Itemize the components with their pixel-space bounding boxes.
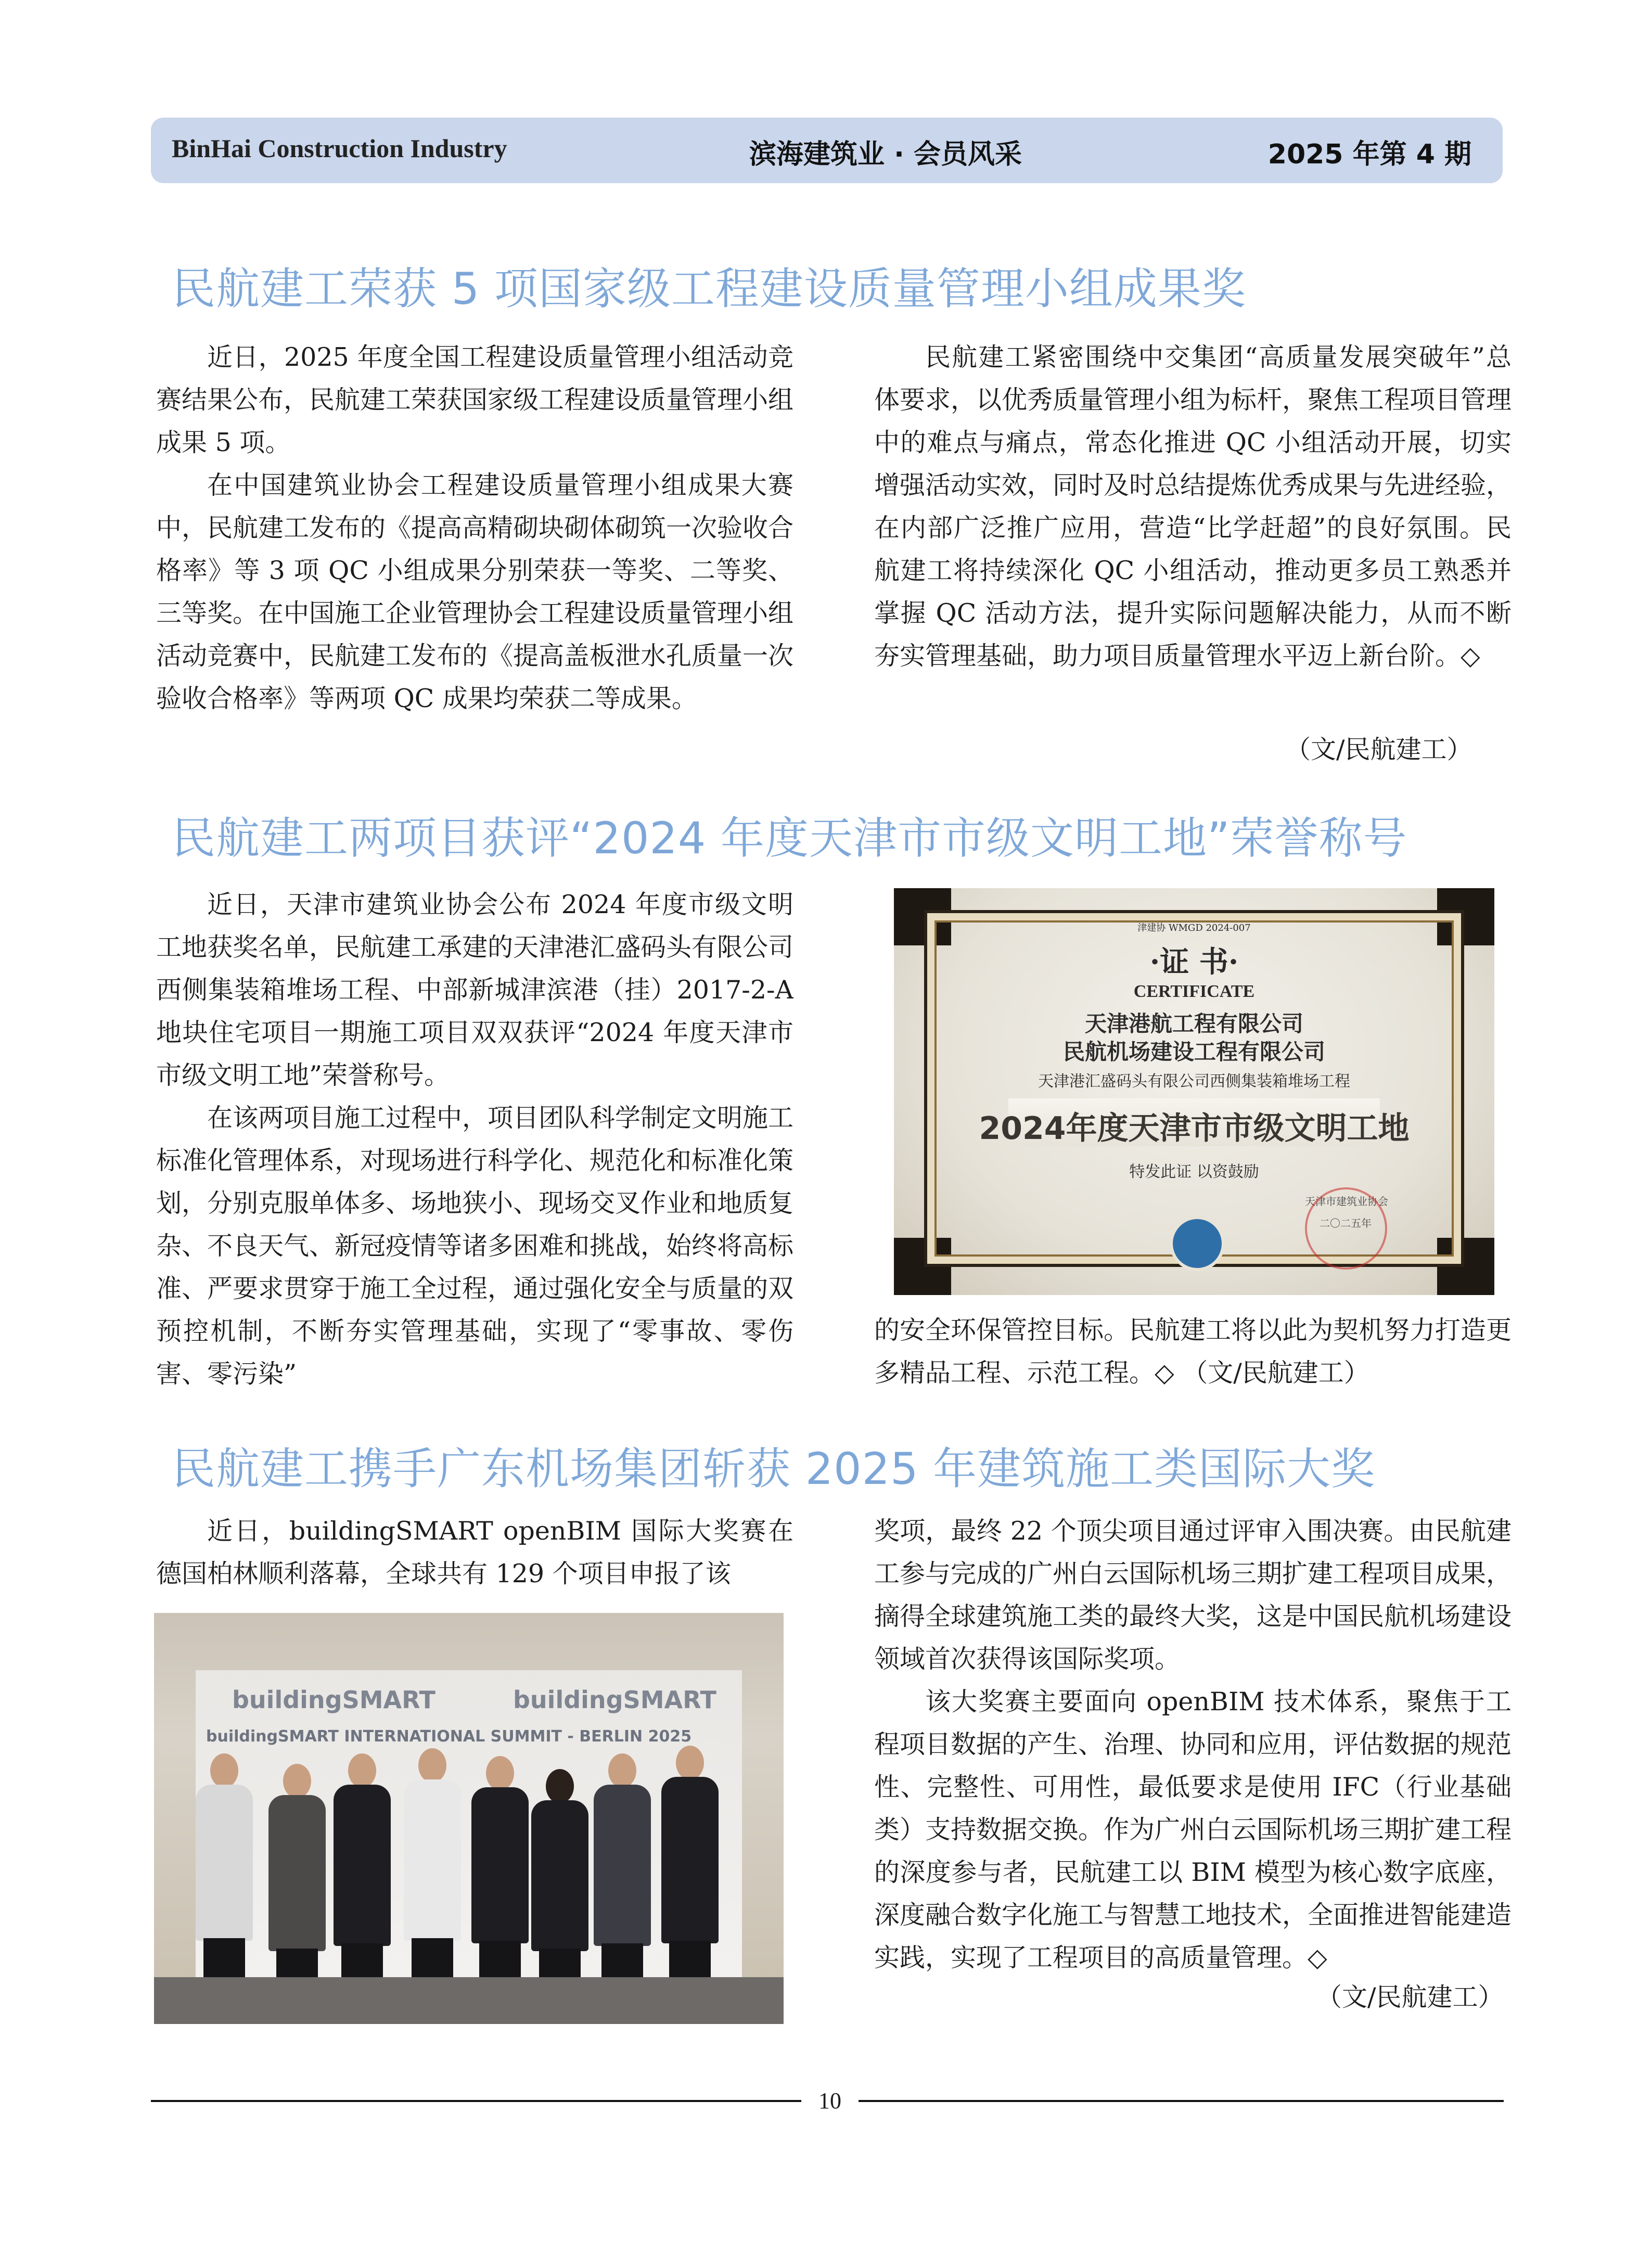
article2-left-column [156,883,793,1404]
certificate-slogan: 特发此证 以资鼓励 [1129,1163,1259,1181]
issue-number: 2025 年第 4 期 [1267,139,1471,170]
journal-name-en: BinHai Construction Industry [172,134,507,163]
footer-rule-left [151,2100,801,2102]
article3-title: 民航建工携手广东机场集团斩获 2025 年建筑施工类国际大奖 [172,1443,1376,1494]
certificate-company-2: 民航机场建设工程有限公司 [1062,1039,1325,1065]
summit-banner-text: buildingSMART INTERNATIONAL SUMMIT - BERLIN 2025 [206,1727,692,1746]
article1-paragraph-2: 在中国建筑业协会工程建设质量管理小组成果大赛中，民航建工发布的《提高高精砌块砌体砌筑一次验收合格率》等 3 项 QC 小组成果分别荣获一等奖、二等奖、三等奖。在中国施工企业管理协会工程建设质量管理小组活动竞赛中，民航建工发布的《提高盖板泄水孔质量一次验收合格率》等两项 QC 成果均荣获二等成果。 [156,470,793,713]
certificate-photo [894,888,1494,1295]
article2-title: 民航建工两项目获评“2024 年度天津市市级文明工地”荣誉称号 [172,813,1407,864]
footer-rule-right [859,2100,1504,2102]
running-header [151,118,1503,183]
certificate-award: 2024年度天津市市级文明工地 [979,1110,1410,1147]
article3-paragraph-2: 奖项，最终 22 个顶尖项目通过评审入围决赛。由民航建工参与完成的广州白云国际机场三期扩建工程项目成果，摘得全球建筑施工类的最终大奖，这是中国民航机场建设领域首次获得该国际奖项。 [874,1516,1512,1674]
buildingsmart-logo-right: buildingSMART [513,1686,716,1714]
award-group-photo [154,1613,784,2024]
certificate-heading-en: CERTIFICATE [1133,982,1255,1001]
article3-byline: （文/民航建工） [1316,1982,1504,2012]
floor [154,1977,784,2024]
article1-paragraph-1: 近日，2025 年度全国工程建设质量管理小组活动竞赛结果公布，民航建工荣获国家级工程建设质量管理小组成果 5 项。 [156,342,793,457]
article3-paragraph-3: 该大奖赛主要面向 openBIM 技术体系，聚焦于工程项目数据的产生、治理、协同和应用，评估数据的规范性、完整性、可用性，最低要求是使用 IFC（行业基础类）支持数据交换。作为广州白云国际机场三期扩建工程的深度参与者，民航建工以 BIM 模型为核心数字底座，深度融合数字化施工与智慧工地技术，全面推进智能建造实践，实现了工程项目的高质量管理。◇ [874,1687,1512,1972]
section-name: 滨海建筑业 · 会员风采 [749,139,1022,170]
article1-paragraph-3: 民航建工紧密围绕中交集团“高质量发展突破年”总体要求，以优秀质量管理小组为标杆，聚焦工程项目管理中的难点与痛点，常态化推进 QC 小组活动开展，切实增强活动实效，同时及时总结提炼优秀成果与先进经验，在内部广泛推广应用，营造“比学赶超”的良好氛围。民航建工将持续深化 QC 小组活动，推动更多员工熟悉并掌握 QC 活动方法，提升实际问题解决能力，从而不断夯实管理基础，助力项目质量管理水平迈上新台阶。◇ [874,342,1512,671]
article2-right-column [874,1309,1512,1398]
page-number: 10 [818,2088,841,2113]
certificate-date: 二〇二五年 [1320,1217,1372,1229]
article1-left-column [156,336,793,773]
certificate-number: 津建协 WMGD 2024-007 [1137,923,1251,933]
buildingsmart-logo-left: buildingSMART [232,1686,436,1714]
article1-right-column [874,336,1512,732]
certificate-project: 天津港汇盛码头有限公司西侧集装箱堆场工程 [1038,1072,1350,1091]
article3-left-column [156,1510,793,1598]
certificate-heading: ·证 书· [1149,945,1239,979]
red-stamp [1305,1187,1387,1270]
article3-paragraph-1: 近日，buildingSMART openBIM 国际大奖赛在德国柏林顺利落幕，全球共有 129 个项目申报了该 [156,1516,793,1588]
association-seal-icon [1170,1216,1225,1271]
article1-byline: （文/民航建工） [1285,735,1472,764]
article2-continuation: 的安全环保管控目标。民航建工将以此为契机努力打造更多精品工程、示范工程。◇ （文/民航建工） [874,1315,1512,1388]
certificate-issuer: 天津市建筑业协会 [1305,1195,1388,1208]
article1-title: 民航建工荣获 5 项国家级工程建设质量管理小组成果奖 [172,263,1246,314]
article2-paragraph-2: 在该两项目施工过程中，项目团队科学制定文明施工标准化管理体系，对现场进行科学化、规范化和标准化策划，分别克服单体多、场地狭小、现场交叉作业和地质复杂、不良天气、新冠疫情等诸多困难和挑战，始终将高标准、严要求贯穿于施工全过程，通过强化安全与质量的双预控机制，不断夯实管理基础，实现了“零事故、零伤害、零污染” [156,1103,793,1389]
article2-paragraph-1: 近日，天津市建筑业协会公布 2024 年度市级文明工地获奖名单，民航建工承建的天津港汇盛码头有限公司西侧集装箱堆场工程、中部新城津滨港（挂）2017-2-A 地块住宅项目一期施工项目双双获评“2024 年度天津市市级文明工地”荣誉称号。 [156,890,793,1090]
certificate-company-1: 天津港航工程有限公司 [1084,1011,1303,1036]
